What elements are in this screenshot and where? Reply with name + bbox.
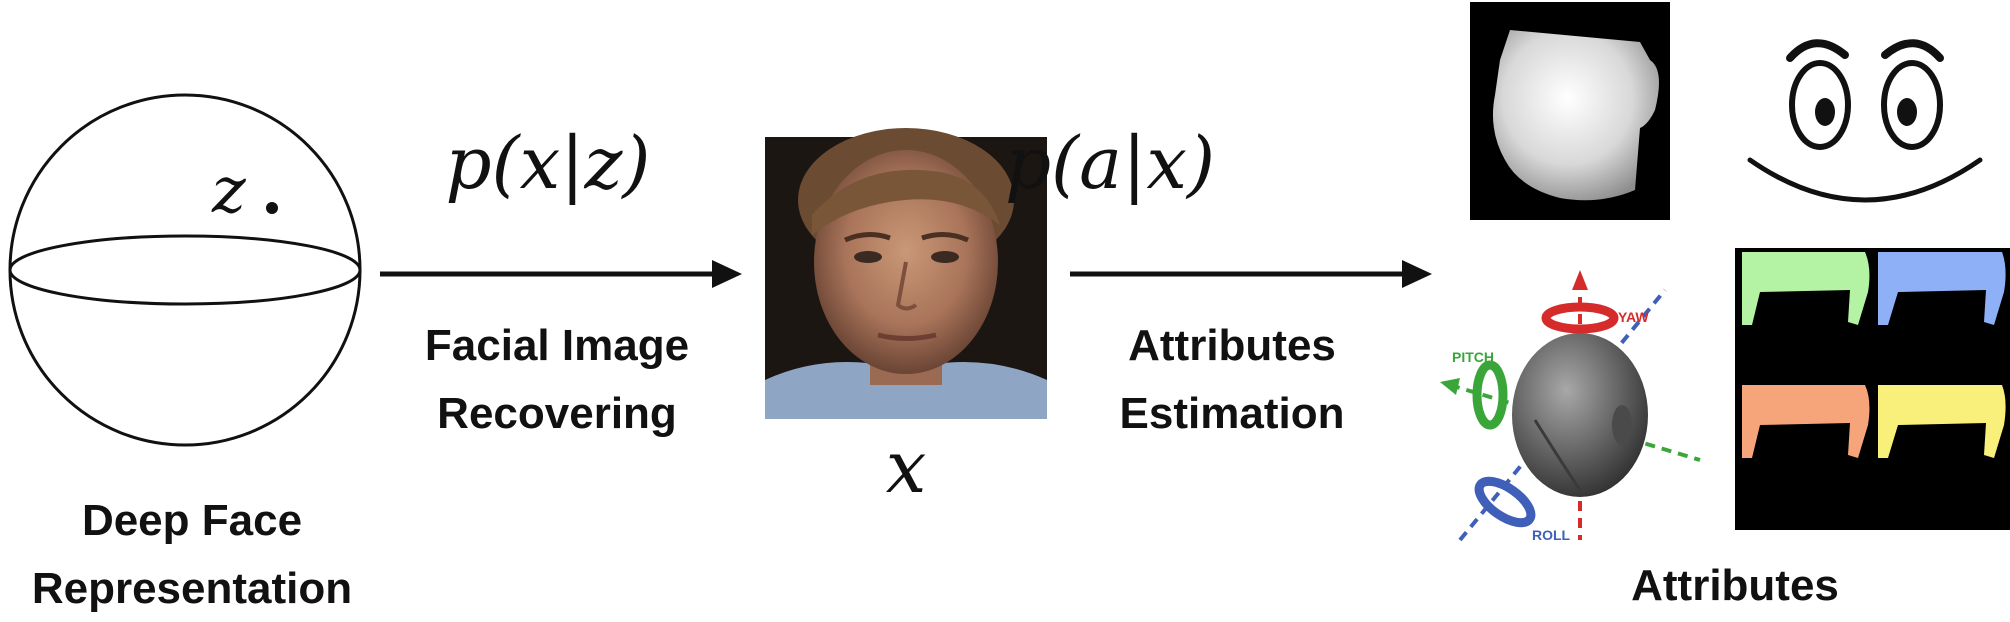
- yaw-label: YAW: [1618, 309, 1649, 325]
- depth-map-image: [1470, 2, 1670, 220]
- latent-symbol-z: z: [212, 154, 246, 228]
- arrow1-label-line1: Facial Image: [424, 321, 690, 370]
- sphere-equator: [10, 236, 360, 304]
- segmentation-grid-image: [1735, 248, 2010, 530]
- right-caption: Attributes: [1631, 561, 1839, 610]
- latent-point: [266, 202, 278, 214]
- latent-sphere: [10, 95, 360, 445]
- left-caption-line2: Representation: [31, 564, 353, 613]
- arrow2-formula: p(a|x): [1004, 121, 1216, 205]
- roll-label: ROLL: [1532, 527, 1571, 543]
- pitch-label: PITCH: [1452, 349, 1494, 365]
- arrow2-label-line2: Estimation: [1119, 389, 1345, 438]
- left-caption-line1: Deep Face: [81, 496, 303, 545]
- sphere-outline: [10, 95, 360, 445]
- arrow2-label-line1: Attributes: [1128, 321, 1336, 370]
- cartoon-face-icon: [1750, 43, 1980, 200]
- image-symbol-x: x: [885, 425, 927, 509]
- arrow1: [380, 260, 742, 288]
- arrow1-formula: p(x|z): [445, 121, 651, 205]
- arrow2: [1070, 260, 1432, 288]
- head-pose-image: [1440, 270, 1700, 540]
- arrow1-label-line2: Recovering: [437, 389, 677, 438]
